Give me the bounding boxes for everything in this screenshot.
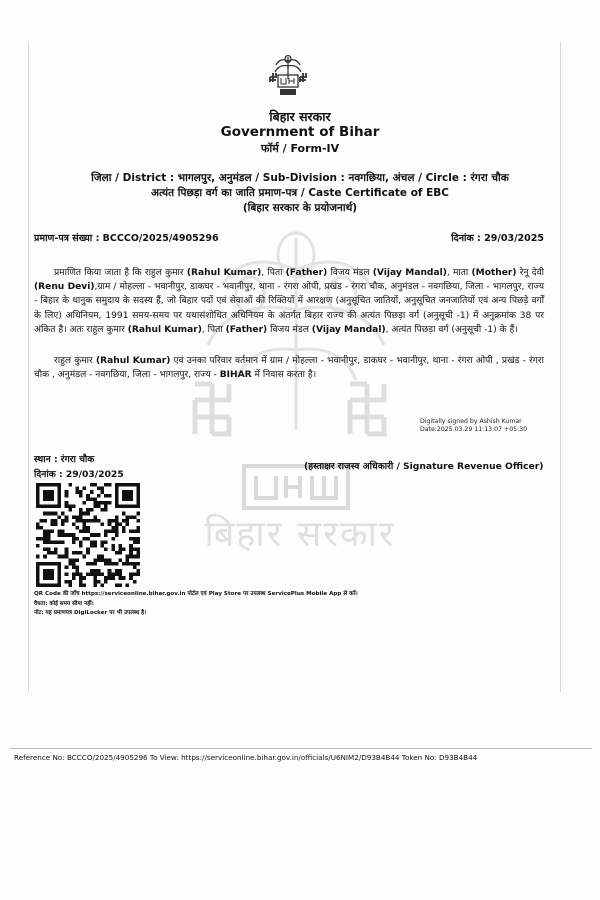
footer-divider [10,748,592,749]
qr-verification-note [34,590,554,619]
digital-signature-block [420,418,527,434]
p1-text: , पिता [201,324,226,335]
government-hindi-title: बिहार सरकार [269,109,331,124]
issue-date: दिनांक : 29/03/2025 [451,233,544,244]
p1-father-label: (Father) [225,324,268,335]
p1-text: विजय मंडल [267,324,312,335]
p1-text: ,ग्राम / मोहल्ला - भवानीपुर, डाकघर - भवानीपुर, थाना - रंगरा ओपी, प्रखंड - रंगरा चौक, अनुमंडल - नवगछिया, जिला - भागलपुर, राज्य - बिहार के धानुक समुदाय के सदस्य हैं, जो बिहार पदों एवं सेवाओं की रिक्तियों में आरक्षण (अनुसूचित जातियों, अनुसूचित जनजातियों एवं अन्य पिछड़े वर्गों के लिए) अधिनियम, 1991 समय-समय पर यथासंशोधित अधिनियम के अंतर्गत बिहार राज्य की अत्यंत पिछड़ा वर्ग (अनुसूची -1) में अनुक्रमांक 38 पर अंकित है। अतः राहुल कुमार [34,282,544,335]
digital-signature-name: Digitally signed by Ashish Kumar [420,418,522,425]
p1-text: , पिता [261,268,286,278]
bottom-date-label: दिनांक : 29/03/2025 [34,469,124,480]
qr-note-line: QR Code की जाँच https://serviceonline.bihar.gov.in पोर्टल एवं Play Store पर उपलब्ध ServicePlus Mobile App से करें। [34,591,358,597]
p1-father-label: (Father) [285,268,328,278]
p1-name-en: (Rahul Kumar) [186,268,262,278]
jurisdiction-line: जिला / District : भागलपुर, अनुमंडल / Sub-Division : नवगछिया, अंचल / Circle : रंगरा चौक [91,172,509,184]
p2-text: एवं उनका परिवार वर्तमान में ग्राम / मोहल्ला - भवानीपुर, डाकघर - भवानीपुर, थाना - रंगरा ओपी , प्रखंड - रंगरा चौक , अनुमंडल - नवगछिया, जिला - भागलपुर, राज्य - [34,356,544,381]
p2-text: राहुल कुमार [54,356,96,366]
p1-father-name-en: (Vijay Mandal) [311,324,386,335]
signature-officer-label: (हस्ताक्षर राजस्व अधिकारी / Signature Revenue Officer) [304,461,544,472]
p2-state: BIHAR [219,370,252,381]
p2-text: में निवास करता है। [251,370,317,381]
p1-mother-name-en: (Renu Devi) [34,282,95,293]
p1-text: विजय मंडल [327,268,373,278]
qr-note-line: नोट: यह प्रमाणपत्र DigiLocker पर भी उपलब्ध है। [34,610,147,617]
residence-paragraph [34,354,544,382]
government-english-title: Government of Bihar [220,124,380,140]
p1-text: , माता [446,268,472,278]
certification-paragraph [34,266,544,337]
reference-footer: Reference No: BCCCO/2025/4905296 To View: https://serviceonline.bihar.gov.in/officials/U6NIM2/D93B4B44 Token No: D93B4B44 [14,753,478,762]
qr-note-line: वैधता: कोई समय सीमा नहीं। [34,600,94,607]
p1-text: रेनू देवी [516,268,544,278]
qr-code-icon[interactable] [36,483,140,587]
p1-mother-label: (Mother) [471,268,517,278]
form-label: फॉर्म / Form-IV [260,142,340,155]
p1-father-name-en: (Vijay Mandal) [372,268,447,278]
p1-text: , अत्यंत पिछड़ा वर्ग (अनुसूची -1) के हैं। [385,324,518,335]
certificate-number: प्रमाण-पत्र संख्या : BCCCO/2025/4905296 [34,233,219,244]
certificate-title: अत्यंत पिछड़ा वर्ग का जाति प्रमाण-पत्र / Caste Certificate of EBC [150,187,450,199]
watermark-text: बिहार सरकार [204,514,396,555]
certificate-purpose: (बिहार सरकार के प्रयोजनार्थ) [242,202,358,214]
p1-text: प्रमाणित किया जाता है कि राहुल कुमार [54,268,187,278]
p2-name-en: (Rahul Kumar) [95,356,171,366]
bihar-government-emblem-icon [264,53,312,97]
p1-name-en: (Rahul Kumar) [127,324,202,335]
place-label: स्थान : रंगरा चौक [34,454,95,465]
digital-signature-date: Date:2025.03.29 11:13:07 +05:30 [420,426,528,433]
